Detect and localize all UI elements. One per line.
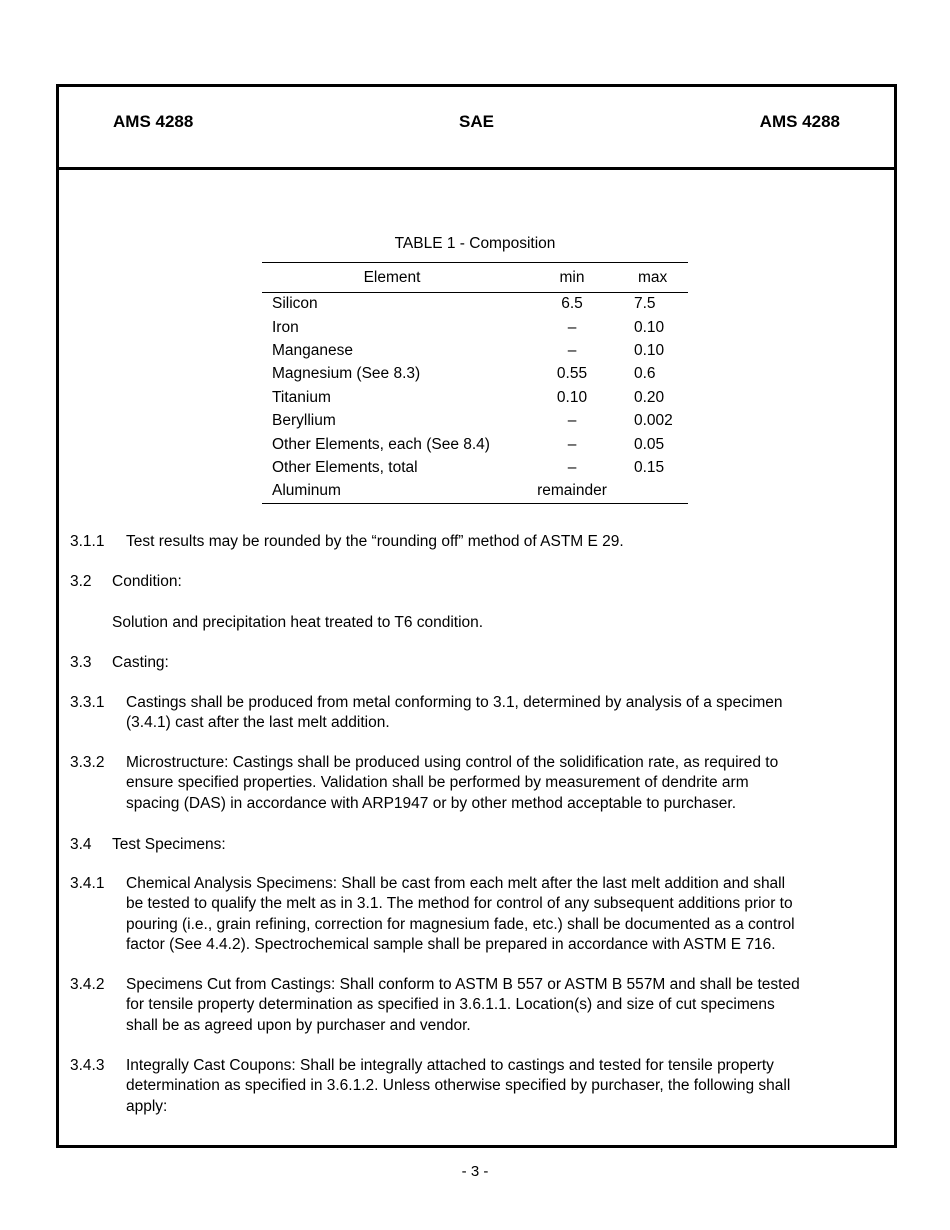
header-doc-number-right: AMS 4288 [759, 112, 840, 131]
table-row [262, 293, 688, 316]
section-number: 3.4 [70, 836, 92, 853]
cell-max: 0.15 [634, 458, 665, 476]
section-text: Test results may be rounded by the “rounding off” method of ASTM E 29. [126, 533, 624, 550]
cell-element: Magnesium (See 8.3) [272, 365, 421, 383]
cell-element: Silicon [272, 295, 318, 313]
section-number: 3.3.2 [70, 754, 105, 771]
section-line: Specimens Cut from Castings: Shall conform to ASTM B 557 or ASTM B 557M and shall be tested [126, 976, 800, 993]
table-row [262, 316, 688, 339]
section-heading: Casting: [112, 654, 169, 671]
cell-max: 0.10 [634, 341, 665, 359]
section-line: determination as specified in 3.6.1.2. Unless otherwise specified by purchaser, the following shall [126, 1077, 791, 1095]
cell-min: – [567, 458, 577, 476]
table-row [262, 433, 688, 456]
section-line: Integrally Cast Coupons: Shall be integrally attached to castings and tested for tensile property [126, 1057, 774, 1074]
section-line: spacing (DAS) in accordance with ARP1947 or by other method acceptable to purchaser. [126, 794, 737, 812]
cell-max: 0.002 [634, 412, 673, 430]
cell-max: 0.10 [634, 318, 665, 336]
section-number: 3.4.2 [70, 976, 105, 993]
section-line: apply: [126, 1097, 168, 1115]
cell-min: – [567, 341, 577, 359]
cell-max: 0.6 [634, 365, 656, 383]
section-line: shall be as agreed upon by purchaser and vendor. [126, 1016, 471, 1034]
cell-element: Manganese [272, 341, 354, 359]
table-caption: TABLE 1 - Composition [394, 235, 556, 252]
section-number: 3.3.1 [70, 694, 105, 711]
section-text: Solution and precipitation heat treated to T6 condition. [112, 614, 484, 631]
cell-element: Titanium [272, 388, 331, 406]
section-number: 3.4.1 [70, 875, 105, 892]
section-heading: Condition: [112, 573, 182, 590]
table-row [262, 456, 688, 479]
cell-element: Iron [272, 318, 299, 336]
header-organization: SAE [459, 112, 494, 131]
header-doc-number-left: AMS 4288 [113, 112, 194, 131]
section-number: 3.3 [70, 654, 92, 671]
section-line: for tensile property determination as specified in 3.6.1.1. Location(s) and size of cut specimens [126, 996, 775, 1014]
cell-max [622, 480, 688, 503]
cell-min: 0.55 [556, 365, 588, 383]
section-line: Castings shall be produced from metal conforming to 3.1, determined by analysis of a specimen [126, 694, 783, 711]
section-line: factor (See 4.4.2). Spectrochemical sample shall be prepared in accordance with ASTM E 716. [126, 935, 776, 953]
cell-min: – [567, 318, 577, 336]
section-line: Microstructure: Castings shall be produced using control of the solidification rate, as required to [126, 754, 779, 771]
cell-min: remainder [522, 480, 622, 503]
header-divider [59, 167, 894, 170]
section-number: 3.2 [70, 573, 92, 590]
table-row [262, 386, 688, 409]
cell-element: Other Elements, total [272, 458, 418, 476]
page-number: - 3 - [461, 1163, 489, 1180]
table-header-row [262, 263, 688, 293]
cell-min: 0.10 [556, 388, 588, 406]
table-row [262, 480, 688, 503]
column-header-min: min [559, 268, 585, 286]
table-row [262, 409, 688, 432]
section-line: ensure specified properties. Validation shall be performed by measurement of dendrite arm [126, 774, 749, 792]
composition-table [262, 262, 688, 504]
section-number: 3.1.1 [70, 533, 105, 550]
column-header-element: Element [363, 268, 421, 286]
table-row [262, 339, 688, 362]
cell-min: – [567, 412, 577, 430]
cell-max: 0.20 [634, 388, 665, 406]
table-row [262, 363, 688, 386]
cell-element: Beryllium [272, 412, 336, 430]
section-number: 3.4.3 [70, 1057, 105, 1074]
cell-max: 7.5 [634, 295, 656, 313]
column-header-max: max [638, 268, 668, 286]
section-heading: Test Specimens: [112, 836, 226, 853]
section-line: pouring (i.e., grain refining, correction for magnesium fade, etc.) shall be documented as a control [126, 915, 795, 933]
cell-max: 0.05 [634, 435, 665, 453]
cell-min: 6.5 [561, 295, 583, 313]
cell-element: Aluminum [262, 480, 522, 503]
section-line: (3.4.1) cast after the last melt addition. [126, 714, 390, 732]
section-line: Chemical Analysis Specimens: Shall be cast from each melt after the last melt addition and shall [126, 875, 786, 892]
cell-element: Other Elements, each (See 8.4) [272, 435, 490, 453]
section-line: be tested to qualify the melt as in 3.1. The method for control of any subsequent additions prior to [126, 895, 793, 913]
cell-min: – [567, 435, 577, 453]
